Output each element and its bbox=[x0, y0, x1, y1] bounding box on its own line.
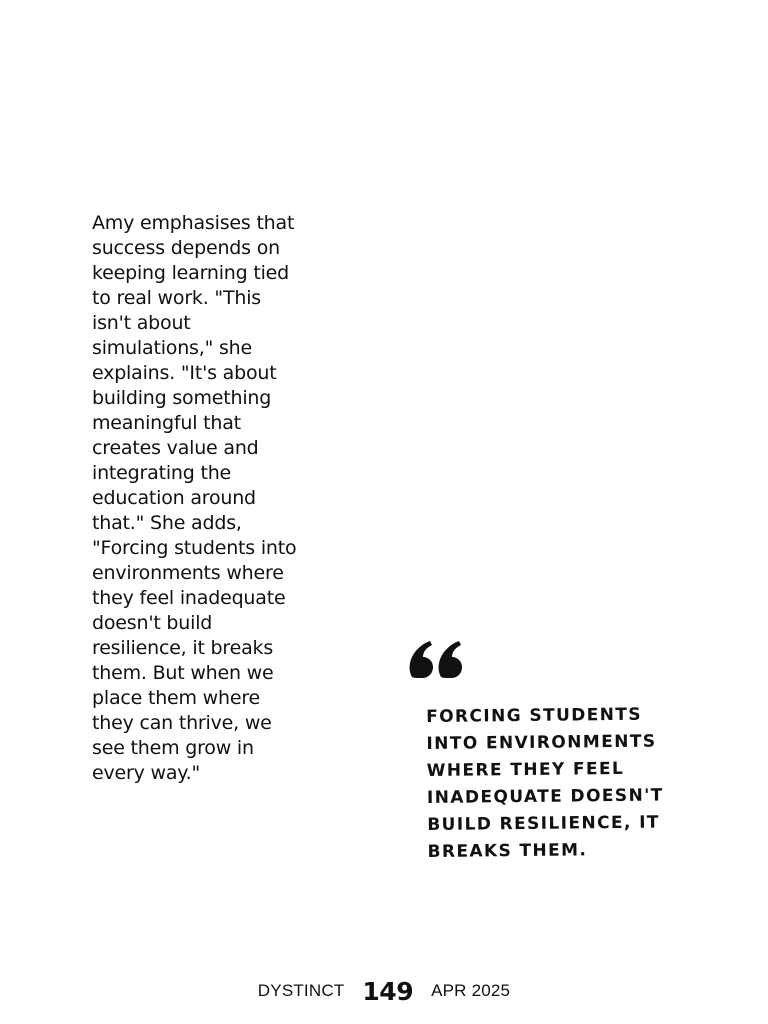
page-footer bbox=[0, 975, 768, 1007]
pull-quote-text: FORCING STUDENTS INTO ENVIRONMENTS WHERE THEY FEEL INADEQUATE DOESN'T BUILD RESILIENCE, IT BREAKS THEM. bbox=[426, 704, 664, 862]
page-number: 149 bbox=[362, 976, 414, 1006]
issue-date: APR 2025 bbox=[431, 981, 511, 1000]
article-body-column bbox=[92, 211, 304, 786]
magazine-name: DYSTINCT bbox=[257, 981, 345, 1000]
quote-mark-icon bbox=[408, 640, 466, 680]
pull-quote bbox=[408, 640, 668, 866]
article-paragraph: Amy emphasises that success depends on keeping learning tied to real work. "This isn't about simulations," she explains. "It's about building something meaningful that creates value and integrating the education around that." She adds, "Forcing students into environments where they feel inadequate doesn't build resilience, it breaks them. But when we place them where they can thrive, we see them grow in every way." bbox=[92, 212, 297, 784]
